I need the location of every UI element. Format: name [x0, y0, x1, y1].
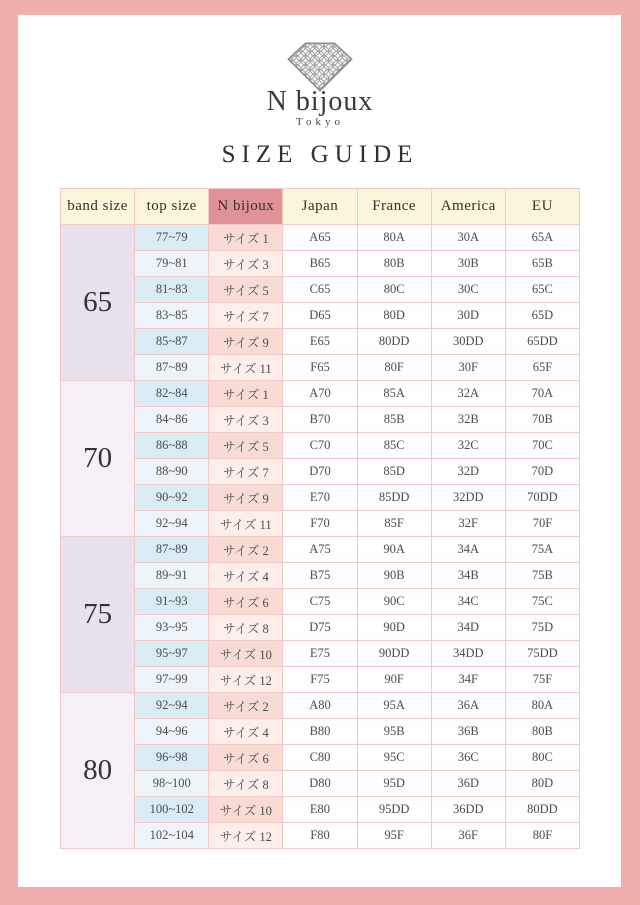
intl-size-cell: 85F [357, 511, 431, 537]
nbijoux-size-cell: サイズ 9 [209, 485, 283, 511]
intl-size-cell: 80D [505, 771, 579, 797]
intl-size-cell: 95F [357, 823, 431, 849]
intl-size-cell: 32B [431, 407, 505, 433]
intl-size-cell: F65 [283, 355, 357, 381]
intl-size-cell: 80D [357, 303, 431, 329]
top-size-cell: 95~97 [135, 641, 209, 667]
intl-size-cell: 36F [431, 823, 505, 849]
top-size-cell: 82~84 [135, 381, 209, 407]
intl-size-cell: 85DD [357, 485, 431, 511]
nbijoux-size-cell: サイズ 12 [209, 823, 283, 849]
intl-size-cell: A65 [283, 225, 357, 251]
table-row [61, 537, 580, 563]
intl-size-cell: 85C [357, 433, 431, 459]
intl-size-cell: 65D [505, 303, 579, 329]
intl-size-cell: 70DD [505, 485, 579, 511]
intl-size-cell: 32D [431, 459, 505, 485]
intl-size-cell: 75DD [505, 641, 579, 667]
table-row [61, 589, 580, 615]
nbijoux-size-cell: サイズ 10 [209, 641, 283, 667]
nbijoux-size-cell: サイズ 6 [209, 589, 283, 615]
intl-size-cell: 75D [505, 615, 579, 641]
top-size-cell: 88~90 [135, 459, 209, 485]
intl-size-cell: E65 [283, 329, 357, 355]
intl-size-cell: 80F [357, 355, 431, 381]
top-size-cell: 85~87 [135, 329, 209, 355]
table-row [61, 719, 580, 745]
intl-size-cell: C65 [283, 277, 357, 303]
intl-size-cell: B70 [283, 407, 357, 433]
top-size-cell: 98~100 [135, 771, 209, 797]
intl-size-cell: 80DD [357, 329, 431, 355]
intl-size-cell: 32C [431, 433, 505, 459]
nbijoux-size-cell: サイズ 7 [209, 459, 283, 485]
table-row [61, 797, 580, 823]
intl-size-cell: 34B [431, 563, 505, 589]
intl-size-cell: 32A [431, 381, 505, 407]
header-cell-top-size: top size [135, 189, 209, 225]
table-row [61, 511, 580, 537]
nbijoux-size-cell: サイズ 5 [209, 277, 283, 303]
top-size-cell: 81~83 [135, 277, 209, 303]
intl-size-cell: 70F [505, 511, 579, 537]
top-size-cell: 94~96 [135, 719, 209, 745]
nbijoux-size-cell: サイズ 3 [209, 407, 283, 433]
intl-size-cell: 34D [431, 615, 505, 641]
intl-size-cell: 65A [505, 225, 579, 251]
brand-subtitle: Tokyo [296, 116, 344, 128]
table-row [61, 641, 580, 667]
intl-size-cell: D70 [283, 459, 357, 485]
intl-size-cell: 85A [357, 381, 431, 407]
table-row [61, 693, 580, 719]
intl-size-cell: 36C [431, 745, 505, 771]
intl-size-cell: 34C [431, 589, 505, 615]
nbijoux-size-cell: サイズ 2 [209, 693, 283, 719]
intl-size-cell: 95D [357, 771, 431, 797]
intl-size-cell: 30D [431, 303, 505, 329]
top-size-cell: 91~93 [135, 589, 209, 615]
intl-size-cell: 30DD [431, 329, 505, 355]
top-size-cell: 100~102 [135, 797, 209, 823]
intl-size-cell: 80B [505, 719, 579, 745]
intl-size-cell: 65C [505, 277, 579, 303]
intl-size-cell: F80 [283, 823, 357, 849]
header-cell-america: America [431, 189, 505, 225]
table-row [61, 225, 580, 251]
top-size-cell: 79~81 [135, 251, 209, 277]
intl-size-cell: 34F [431, 667, 505, 693]
top-size-cell: 92~94 [135, 693, 209, 719]
intl-size-cell: 90A [357, 537, 431, 563]
intl-size-cell: 65DD [505, 329, 579, 355]
top-size-cell: 87~89 [135, 537, 209, 563]
intl-size-cell: E70 [283, 485, 357, 511]
table-row [61, 563, 580, 589]
intl-size-cell: 36D [431, 771, 505, 797]
intl-size-cell: 75B [505, 563, 579, 589]
table-row [61, 745, 580, 771]
table-row [61, 667, 580, 693]
header-row [61, 189, 580, 225]
top-size-cell: 93~95 [135, 615, 209, 641]
intl-size-cell: 36B [431, 719, 505, 745]
intl-size-cell: F75 [283, 667, 357, 693]
intl-size-cell: E75 [283, 641, 357, 667]
intl-size-cell: 80C [505, 745, 579, 771]
table-row [61, 329, 580, 355]
header-cell-eu: EU [505, 189, 579, 225]
nbijoux-size-cell: サイズ 11 [209, 511, 283, 537]
intl-size-cell: E80 [283, 797, 357, 823]
table-row [61, 303, 580, 329]
intl-size-cell: 80B [357, 251, 431, 277]
table-row [61, 355, 580, 381]
intl-size-cell: A75 [283, 537, 357, 563]
header-cell-france: France [357, 189, 431, 225]
intl-size-cell: A80 [283, 693, 357, 719]
band-size-cell: 75 [61, 537, 135, 693]
intl-size-cell: 95C [357, 745, 431, 771]
intl-size-cell: 70C [505, 433, 579, 459]
nbijoux-size-cell: サイズ 6 [209, 745, 283, 771]
intl-size-cell: 34A [431, 537, 505, 563]
top-size-cell: 96~98 [135, 745, 209, 771]
nbijoux-size-cell: サイズ 2 [209, 537, 283, 563]
top-size-cell: 86~88 [135, 433, 209, 459]
nbijoux-size-cell: サイズ 11 [209, 355, 283, 381]
top-size-cell: 90~92 [135, 485, 209, 511]
band-size-cell: 65 [61, 225, 135, 381]
intl-size-cell: 70B [505, 407, 579, 433]
intl-size-cell: 36A [431, 693, 505, 719]
intl-size-cell: 75F [505, 667, 579, 693]
top-size-cell: 97~99 [135, 667, 209, 693]
intl-size-cell: 90DD [357, 641, 431, 667]
intl-size-cell: C80 [283, 745, 357, 771]
intl-size-cell: 75A [505, 537, 579, 563]
nbijoux-size-cell: サイズ 4 [209, 563, 283, 589]
intl-size-cell: 85D [357, 459, 431, 485]
intl-size-cell: 75C [505, 589, 579, 615]
top-size-cell: 77~79 [135, 225, 209, 251]
intl-size-cell: 30F [431, 355, 505, 381]
table-row [61, 277, 580, 303]
intl-size-cell: 95A [357, 693, 431, 719]
intl-size-cell: 90F [357, 667, 431, 693]
intl-size-cell: 80A [505, 693, 579, 719]
intl-size-cell: D65 [283, 303, 357, 329]
intl-size-cell: 80C [357, 277, 431, 303]
table-row [61, 771, 580, 797]
intl-size-cell: 32F [431, 511, 505, 537]
intl-size-cell: 80A [357, 225, 431, 251]
intl-size-cell: A70 [283, 381, 357, 407]
brand-name: N bijoux [266, 86, 374, 117]
nbijoux-size-cell: サイズ 7 [209, 303, 283, 329]
intl-size-cell: D75 [283, 615, 357, 641]
intl-size-cell: 70A [505, 381, 579, 407]
intl-size-cell: 70D [505, 459, 579, 485]
top-size-cell: 83~85 [135, 303, 209, 329]
nbijoux-size-cell: サイズ 3 [209, 251, 283, 277]
top-size-cell: 92~94 [135, 511, 209, 537]
nbijoux-size-cell: サイズ 8 [209, 771, 283, 797]
size-table [60, 188, 580, 849]
intl-size-cell: 30C [431, 277, 505, 303]
intl-size-cell: C75 [283, 589, 357, 615]
table-row [61, 615, 580, 641]
intl-size-cell: 30B [431, 251, 505, 277]
table-row [61, 251, 580, 277]
nbijoux-size-cell: サイズ 9 [209, 329, 283, 355]
intl-size-cell: 90D [357, 615, 431, 641]
table-row [61, 407, 580, 433]
intl-size-cell: 32DD [431, 485, 505, 511]
nbijoux-size-cell: サイズ 8 [209, 615, 283, 641]
table-row [61, 381, 580, 407]
nbijoux-size-cell: サイズ 12 [209, 667, 283, 693]
nbijoux-size-cell: サイズ 10 [209, 797, 283, 823]
intl-size-cell: 30A [431, 225, 505, 251]
intl-size-cell: 90C [357, 589, 431, 615]
table-row [61, 823, 580, 849]
top-size-cell: 87~89 [135, 355, 209, 381]
top-size-cell: 102~104 [135, 823, 209, 849]
table-row [61, 433, 580, 459]
nbijoux-size-cell: サイズ 1 [209, 225, 283, 251]
intl-size-cell: C70 [283, 433, 357, 459]
top-size-cell: 89~91 [135, 563, 209, 589]
intl-size-cell: 95B [357, 719, 431, 745]
intl-size-cell: B80 [283, 719, 357, 745]
nbijoux-size-cell: サイズ 4 [209, 719, 283, 745]
intl-size-cell: 65F [505, 355, 579, 381]
intl-size-cell: 36DD [431, 797, 505, 823]
intl-size-cell: B65 [283, 251, 357, 277]
intl-size-cell: B75 [283, 563, 357, 589]
page-title: SIZE GUIDE [221, 141, 419, 168]
intl-size-cell: 34DD [431, 641, 505, 667]
band-size-cell: 70 [61, 381, 135, 537]
top-size-cell: 84~86 [135, 407, 209, 433]
band-size-cell: 80 [61, 693, 135, 849]
intl-size-cell: 85B [357, 407, 431, 433]
table-row [61, 485, 580, 511]
intl-size-cell: 90B [357, 563, 431, 589]
intl-size-cell: 80F [505, 823, 579, 849]
header-cell-japan: Japan [283, 189, 357, 225]
diamond-lattice-icon [287, 42, 353, 92]
header-cell-band-size: band size [61, 189, 135, 225]
intl-size-cell: 95DD [357, 797, 431, 823]
intl-size-cell: 65B [505, 251, 579, 277]
nbijoux-size-cell: サイズ 5 [209, 433, 283, 459]
table-row [61, 459, 580, 485]
intl-size-cell: 80DD [505, 797, 579, 823]
header-cell-n-bijoux: N bijoux [209, 189, 283, 225]
intl-size-cell: D80 [283, 771, 357, 797]
nbijoux-size-cell: サイズ 1 [209, 381, 283, 407]
intl-size-cell: F70 [283, 511, 357, 537]
